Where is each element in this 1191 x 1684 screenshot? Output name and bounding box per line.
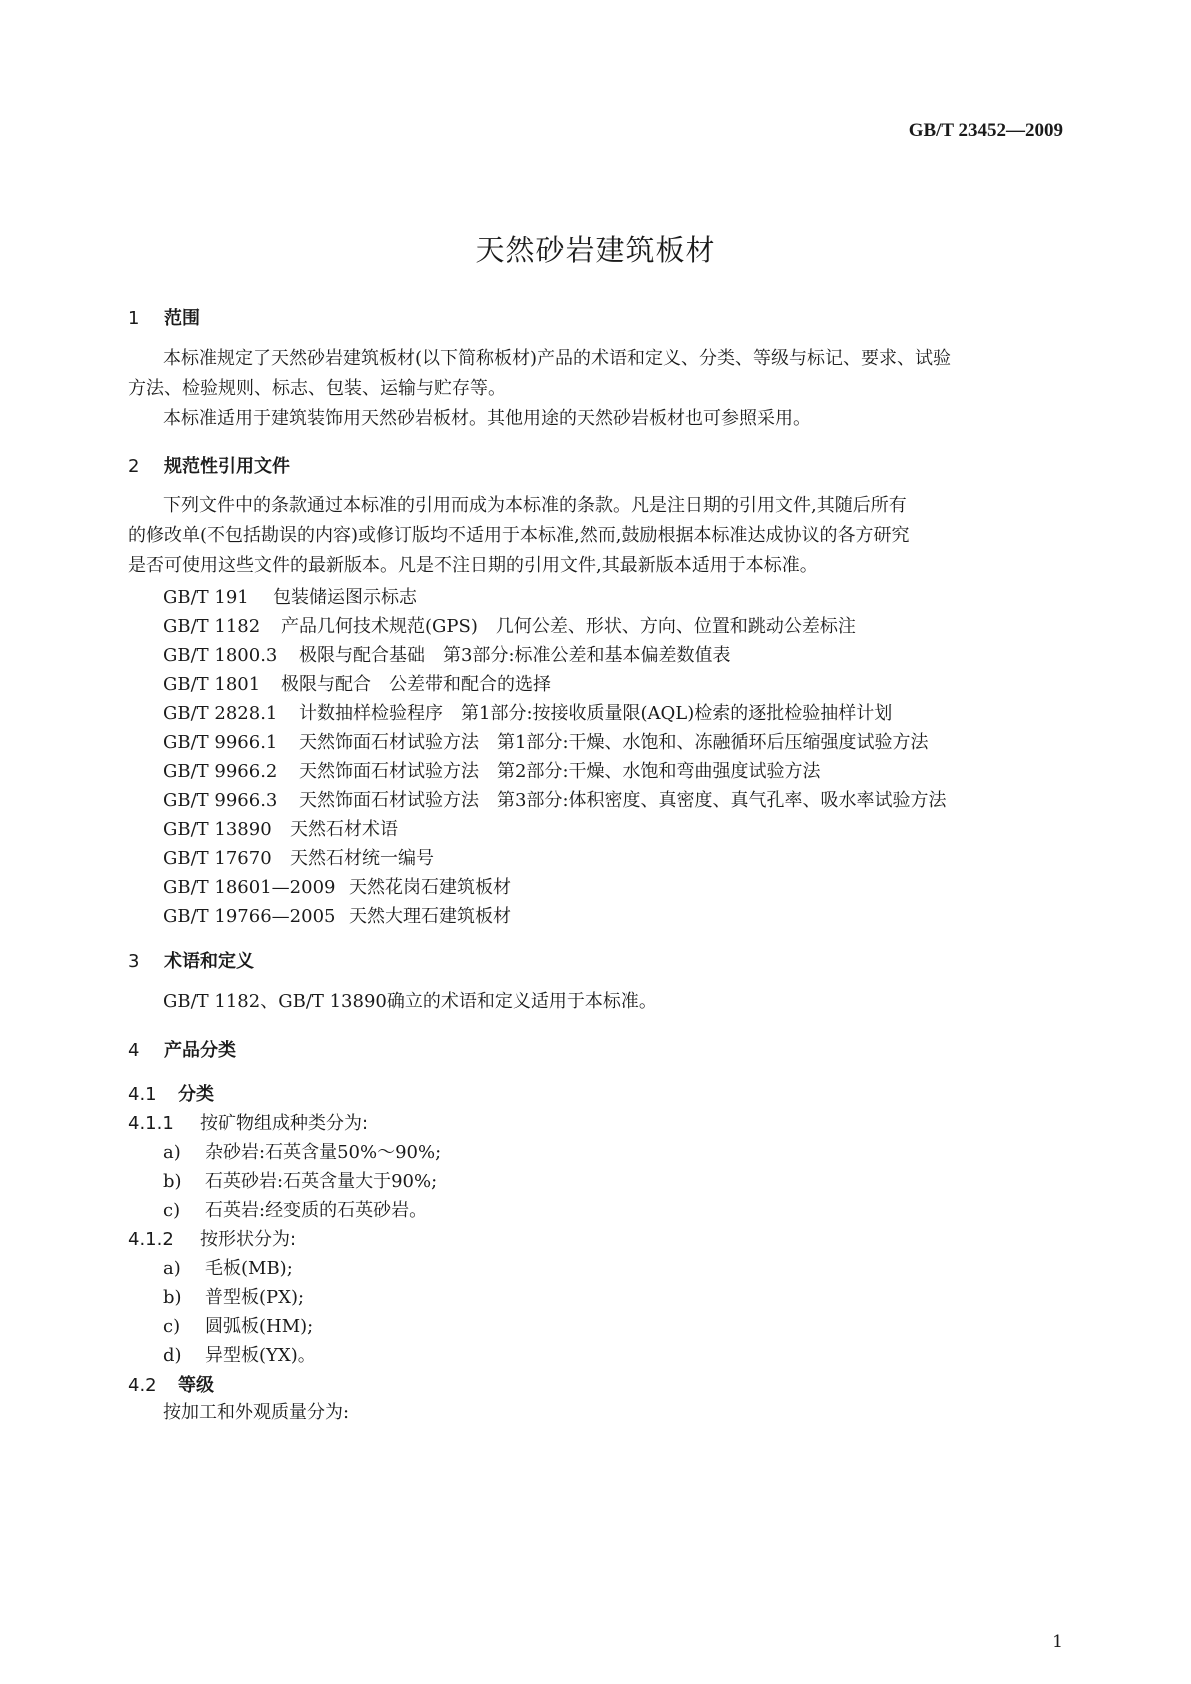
clause-4-1-2-heading [128,1225,296,1251]
list-text: 圆弧板(HM); [205,1316,314,1337]
list-item [163,1341,316,1367]
list-item [163,1167,437,1193]
paragraph-line: 本标准适用于建筑装饰用天然砂岩板材。其他用途的天然砂岩板材也可参照采用。 [163,408,811,429]
reference-code: GB/T 2828.1 [163,703,278,724]
paragraph-line: GB/T 1182、GB/T 13890确立的术语和定义适用于本标准。 [163,991,657,1012]
section-3-heading [128,947,254,973]
list-item [163,1312,313,1338]
clause-number: 4.1.2 [128,1229,174,1250]
paragraph-line: 按加工和外观质量分为: [163,1402,350,1423]
page-number: 1 [1052,1632,1063,1652]
reference-code: GB/T 1182 [163,616,261,637]
paragraph-line: 本标准规定了天然砂岩建筑板材(以下简称板材)产品的术语和定义、分类、等级与标记、要求、试验 [163,348,952,369]
reference-code: GB/T 9966.3 [163,790,278,811]
reference-title: 天然花岗石建筑板材 [349,877,511,898]
section-title: 术语和定义 [164,951,254,972]
reference-code: GB/T 1801 [163,674,261,695]
reference-title: 天然大理石建筑板材 [349,906,511,927]
reference-item [163,699,892,725]
reference-item [163,873,511,899]
reference-title: 天然石材术语 [290,819,398,840]
subsection-number: 4.2 [128,1375,157,1396]
list-marker: c) [163,1200,181,1221]
section-number: 2 [128,456,140,477]
reference-code: GB/T 9966.2 [163,761,278,782]
paragraph-line: 方法、检验规则、标志、包装、运输与贮存等。 [128,378,506,399]
reference-item [163,757,821,783]
reference-title: 天然饰面石材试验方法 第3部分:体积密度、真密度、真气孔率、吸水率试验方法 [299,790,947,811]
clause-4-1-1-heading [128,1109,368,1135]
reference-item [163,670,551,696]
section-title: 规范性引用文件 [164,456,290,477]
reference-title: 计数抽样检验程序 第1部分:按接收质量限(AQL)检索的逐批检验抽样计划 [299,703,893,724]
reference-item [163,612,856,638]
reference-title: 极限与配合 公差带和配合的选择 [281,674,551,695]
paragraph-line: 的修改单(不包括勘误的内容)或修订版均不适用于本标准,然而,鼓励根据本标准达成协议的各方研究 [128,525,910,546]
list-item [163,1254,293,1280]
clause-title: 按形状分为: [200,1229,297,1250]
section-title: 范围 [164,308,200,329]
paragraph-line: 下列文件中的条款通过本标准的引用而成为本标准的条款。凡是注日期的引用文件,其随后所有 [163,495,907,516]
document-title: 天然砂岩建筑板材 [475,233,716,267]
reference-item [163,583,417,609]
subsection-number: 4.1 [128,1084,157,1105]
subsection-4-2-heading [128,1371,214,1397]
reference-item [163,844,434,870]
reference-title: 包装储运图示标志 [273,587,417,608]
section-4-heading [128,1036,236,1062]
reference-code: GB/T 13890 [163,819,272,840]
paragraph-line: 是否可使用这些文件的最新版本。凡是不注日期的引用文件,其最新版本适用于本标准。 [128,555,818,576]
subsection-title: 分类 [178,1084,214,1105]
section-number: 3 [128,951,140,972]
reference-code: GB/T 191 [163,587,249,608]
reference-item [163,815,398,841]
subsection-title: 等级 [178,1375,214,1396]
reference-title: 产品几何技术规范(GPS) 几何公差、形状、方向、位置和跳动公差标注 [281,616,856,637]
section-number: 1 [128,308,140,329]
reference-code: GB/T 18601—2009 [163,877,336,898]
list-text: 毛板(MB); [205,1258,293,1279]
section-title: 产品分类 [164,1040,236,1061]
list-text: 普型板(PX); [205,1287,305,1308]
reference-code: GB/T 17670 [163,848,272,869]
list-text: 异型板(YX)。 [205,1345,316,1366]
clause-title: 按矿物组成种类分为: [200,1113,369,1134]
reference-title: 天然石材统一编号 [290,848,434,869]
section-number: 4 [128,1040,140,1061]
list-marker: b) [163,1287,182,1308]
reference-item [163,728,929,754]
list-marker: a) [163,1258,181,1279]
reference-item [163,786,947,812]
list-marker: c) [163,1316,181,1337]
reference-code: GB/T 1800.3 [163,645,278,666]
reference-title: 天然饰面石材试验方法 第2部分:干燥、水饱和弯曲强度试验方法 [299,761,821,782]
list-marker: d) [163,1345,182,1366]
reference-title: 天然饰面石材试验方法 第1部分:干燥、水饱和、冻融循环后压缩强度试验方法 [299,732,929,753]
reference-title: 极限与配合基础 第3部分:标准公差和基本偏差数值表 [299,645,731,666]
reference-item [163,641,731,667]
section-2-heading [128,452,290,478]
list-text: 杂砂岩:石英含量50%～90%; [205,1142,442,1163]
standard-number: GB/T 23452—2009 [908,120,1063,141]
section-1-heading [128,304,200,330]
list-text: 石英砂岩:石英含量大于90%; [205,1171,438,1192]
list-text: 石英岩:经变质的石英砂岩。 [205,1200,428,1221]
list-item [163,1138,441,1164]
list-marker: a) [163,1142,181,1163]
list-item [163,1283,304,1309]
subsection-4-1-heading [128,1080,214,1106]
list-item [163,1196,427,1222]
clause-number: 4.1.1 [128,1113,174,1134]
list-marker: b) [163,1171,182,1192]
reference-code: GB/T 9966.1 [163,732,278,753]
reference-item [163,902,511,928]
reference-code: GB/T 19766—2005 [163,906,336,927]
